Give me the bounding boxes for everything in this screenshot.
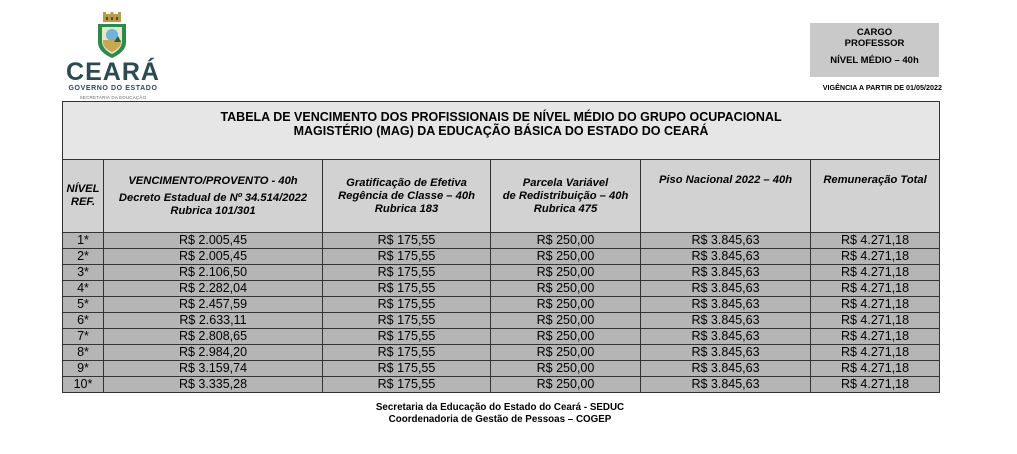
level-cell: 3* (63, 265, 104, 281)
amount-cell: R$ 2.984,20 (104, 345, 323, 361)
amount-cell: R$ 4.271,18 (811, 345, 940, 361)
amount-cell: R$ 3.845,63 (641, 233, 811, 249)
amount-cell: R$ 175,55 (323, 329, 491, 345)
logo-subtitle: GOVERNO DO ESTADO (68, 85, 158, 92)
amount-cell: R$ 175,55 (323, 361, 491, 377)
footer-line-1: Secretaria da Educação do Estado do Ceará - SEDUC (375, 402, 625, 413)
logo-wordmark: CEARÁ (66, 58, 160, 86)
header-line: Decreto Estadual de Nº 34.514/2022 (118, 191, 308, 204)
amount-cell: R$ 4.271,18 (811, 297, 940, 313)
header-line: Rubrica 101/301 (170, 204, 256, 217)
amount-cell: R$ 250,00 (491, 281, 641, 297)
amount-cell: R$ 250,00 (491, 377, 641, 393)
amount-cell: R$ 4.271,18 (811, 313, 940, 329)
salary-table-container (62, 101, 939, 393)
column-header-parcela-variavel (491, 160, 641, 233)
header-line: VENCIMENTO/PROVENTO - 40h (128, 174, 298, 187)
amount-cell: R$ 175,55 (323, 249, 491, 265)
amount-cell: R$ 2.633,11 (104, 313, 323, 329)
ceara-government-logo (64, 12, 160, 102)
header-line: Rubrica 183 (374, 202, 439, 215)
level-cell: 2* (63, 249, 104, 265)
table-row (63, 361, 940, 377)
table-header-row (63, 160, 940, 233)
level-cell: 8* (63, 345, 104, 361)
table-row (63, 281, 940, 297)
header-line: de Redistribuição – 40h (502, 189, 629, 202)
level-cell: 9* (63, 361, 104, 377)
amount-cell: R$ 4.271,18 (811, 249, 940, 265)
cargo-level: NÍVEL MÉDIO – 40h (830, 55, 919, 66)
table-row (63, 345, 940, 361)
cargo-info-box (810, 23, 939, 77)
table-row (63, 329, 940, 345)
header-line: REF. (70, 196, 96, 208)
amount-cell: R$ 2.005,45 (104, 233, 323, 249)
table-row (63, 249, 940, 265)
amount-cell: R$ 4.271,18 (811, 233, 940, 249)
amount-cell: R$ 250,00 (491, 313, 641, 329)
column-header-nivel (63, 160, 104, 233)
amount-cell: R$ 175,55 (323, 233, 491, 249)
header-line: Rubrica 475 (533, 202, 598, 215)
amount-cell: R$ 250,00 (491, 297, 641, 313)
amount-cell: R$ 3.845,63 (641, 329, 811, 345)
amount-cell: R$ 175,55 (323, 345, 491, 361)
level-cell: 10* (63, 377, 104, 393)
header-line: Remuneração Total (823, 174, 927, 186)
amount-cell: R$ 3.845,63 (641, 297, 811, 313)
amount-cell: R$ 2.106,50 (104, 265, 323, 281)
logo-department: SECRETARIA DA EDUCAÇÃO (79, 95, 147, 100)
ceara-coat-of-arms-icon (95, 12, 129, 60)
amount-cell: R$ 4.271,18 (811, 377, 940, 393)
amount-cell: R$ 175,55 (323, 377, 491, 393)
header-line: Parcela Variável (522, 176, 609, 189)
amount-cell: R$ 2.282,04 (104, 281, 323, 297)
header-line: Piso Nacional 2022 – 40h (658, 174, 793, 186)
table-row (63, 297, 940, 313)
amount-cell: R$ 3.845,63 (641, 265, 811, 281)
amount-cell: R$ 250,00 (491, 361, 641, 377)
amount-cell: R$ 175,55 (323, 313, 491, 329)
table-row (63, 265, 940, 281)
level-cell: 7* (63, 329, 104, 345)
amount-cell: R$ 3.845,63 (641, 361, 811, 377)
column-header-piso-nacional (641, 160, 811, 233)
document-footer (250, 402, 750, 426)
amount-cell: R$ 4.271,18 (811, 265, 940, 281)
level-cell: 4* (63, 281, 104, 297)
header-line: NÍVEL (66, 183, 100, 195)
column-header-gratificacao (323, 160, 491, 233)
amount-cell: R$ 175,55 (323, 281, 491, 297)
footer-line-2: Coordenadoria de Gestão de Pessoas – COGEP (388, 414, 612, 425)
column-header-vencimento (104, 160, 323, 233)
header-line: Gratificação de Efetiva (346, 176, 467, 189)
amount-cell: R$ 3.845,63 (641, 345, 811, 361)
effective-date: VIGÊNCIA A PARTIR DE 01/05/2022 (822, 83, 942, 92)
table-row (63, 313, 940, 329)
level-cell: 1* (63, 233, 104, 249)
header-line: Regência de Classe – 40h (338, 189, 475, 202)
amount-cell: R$ 175,55 (323, 265, 491, 281)
amount-cell: R$ 250,00 (491, 249, 641, 265)
table-title-line-2: MAGISTÉRIO (MAG) DA EDUCAÇÃO BÁSICA DO ESTADO DO CEARÁ (293, 124, 709, 138)
amount-cell: R$ 2.457,59 (104, 297, 323, 313)
amount-cell: R$ 3.335,28 (104, 377, 323, 393)
cargo-label: CARGO (856, 27, 893, 38)
amount-cell: R$ 4.271,18 (811, 329, 940, 345)
level-cell: 5* (63, 297, 104, 313)
amount-cell: R$ 3.159,74 (104, 361, 323, 377)
table-title-line-1: TABELA DE VENCIMENTO DOS PROFISSIONAIS DE NÍVEL MÉDIO DO GRUPO OCUPACIONAL (220, 110, 782, 124)
table-title-row (63, 102, 940, 160)
amount-cell: R$ 250,00 (491, 329, 641, 345)
amount-cell: R$ 250,00 (491, 345, 641, 361)
amount-cell: R$ 4.271,18 (811, 281, 940, 297)
amount-cell: R$ 3.845,63 (641, 377, 811, 393)
amount-cell: R$ 4.271,18 (811, 361, 940, 377)
amount-cell: R$ 250,00 (491, 265, 641, 281)
column-header-remuneracao-total (811, 160, 940, 233)
amount-cell: R$ 175,55 (323, 297, 491, 313)
salary-table (62, 101, 940, 393)
amount-cell: R$ 250,00 (491, 233, 641, 249)
amount-cell: R$ 3.845,63 (641, 249, 811, 265)
amount-cell: R$ 3.845,63 (641, 313, 811, 329)
amount-cell: R$ 2.005,45 (104, 249, 323, 265)
level-cell: 6* (63, 313, 104, 329)
amount-cell: R$ 3.845,63 (641, 281, 811, 297)
table-row (63, 377, 940, 393)
table-title (63, 102, 940, 160)
amount-cell: R$ 2.808,65 (104, 329, 323, 345)
table-row (63, 233, 940, 249)
cargo-title: PROFESSOR (844, 38, 905, 49)
